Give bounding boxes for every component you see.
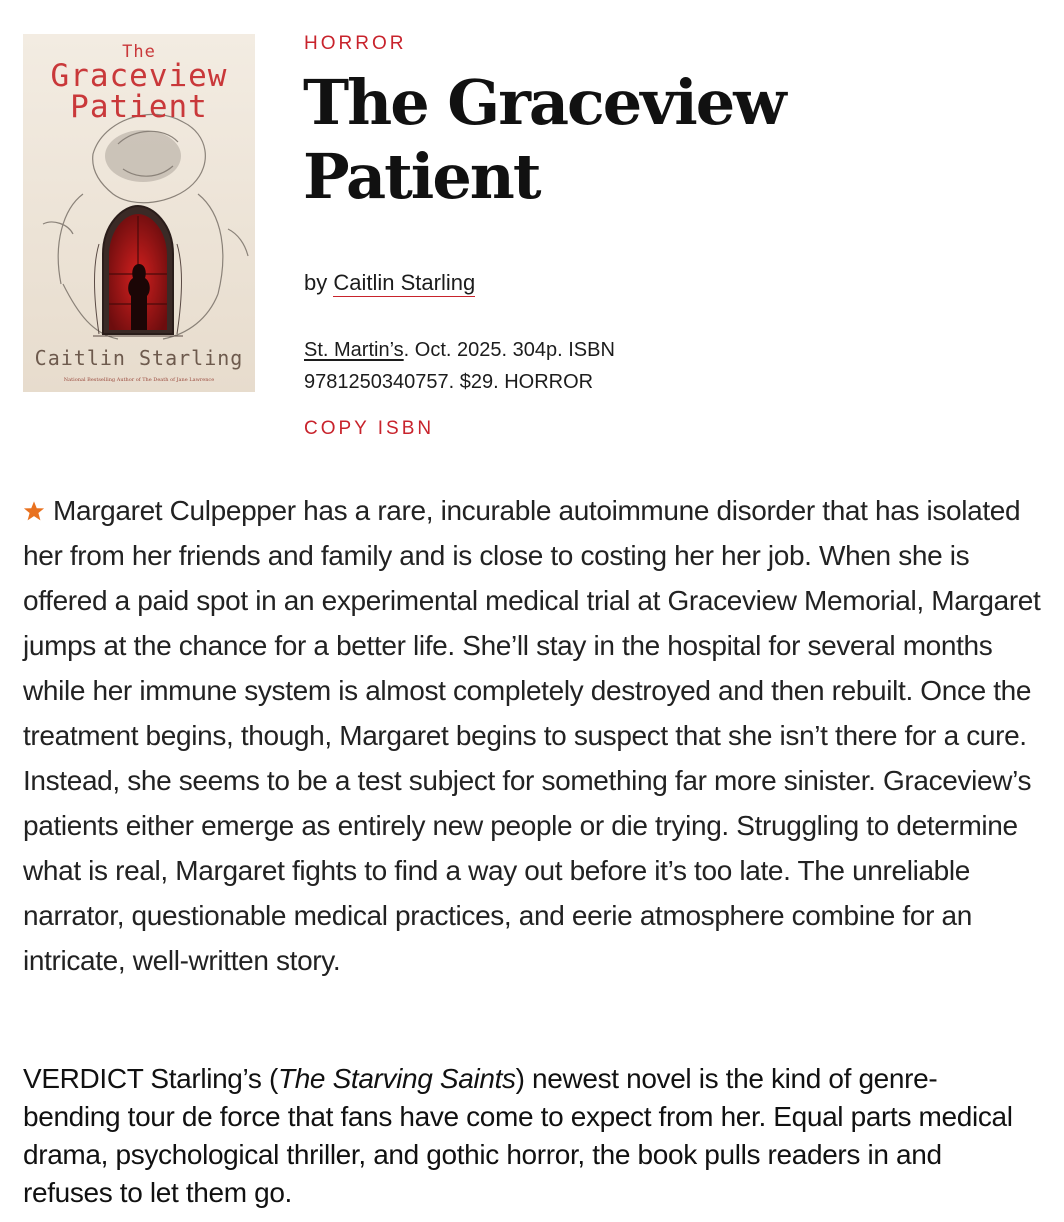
publisher-link[interactable]: St. Martin’s [304, 339, 404, 361]
by-label: by [304, 270, 334, 295]
verdict-book-title: The Starving Saints [277, 1063, 516, 1094]
author-link[interactable]: Caitlin Starling [333, 270, 476, 295]
cover-title-line1: Graceview [50, 58, 228, 94]
publication-details: . Oct. 2025. 304p. ISBN 9781250340757. $29. HORROR [304, 339, 615, 393]
verdict-pre: Starling’s ( [142, 1063, 278, 1094]
star-icon [23, 500, 45, 522]
cover-title-line2: Patient [70, 89, 208, 125]
verdict [23, 1060, 1023, 1212]
book-cover [23, 34, 255, 392]
verdict-label: VERDICT [23, 1063, 143, 1094]
cover-title [23, 58, 255, 125]
verdict-text: ) newest novel is the kind of genre-bending tour de force that fans have come to expect from her. Equal parts medical drama, psychological thriller, and gothic horror, the book pulls readers in and refuses to let them go. [23, 1063, 1013, 1208]
cover-tagline: National Bestselling Author of The Death of Jane Lawrence [63, 377, 215, 383]
genre-label[interactable]: HORROR [304, 33, 407, 54]
review-body: Margaret Culpepper has a rare, incurable autoimmune disorder that has isolated her from her friends and family and is close to costing her her job. When she is offered a paid spot in an experimental medical trial at Graceview Memorial, Margaret jumps at the chance for a better life. She’ll stay in the hospital for several months while her immune system is almost completely destroyed and then rebuilt. Once the treatment begins, though, Margaret begins to suspect that she isn’t there for a cure. Instead, she seems to be a test subject for something far more sinister. Graceview’s patients either emerge as entirely new people or die trying. Struggling to determine what is real, Margaret fights to find a way out before it’s too late. The unreliable narrator, questionable medical practices, and eerie atmosphere combine for an intricate, well-written story. [23, 495, 1041, 976]
publication-info [304, 334, 724, 398]
review-text [23, 488, 1053, 983]
copy-isbn-button[interactable]: COPY ISBN [304, 418, 435, 439]
cover-title-small: The [122, 42, 156, 62]
byline [304, 270, 475, 296]
book-title: The Graceview Patient [303, 66, 785, 213]
cover-author: Caitlin Starling [34, 346, 244, 370]
